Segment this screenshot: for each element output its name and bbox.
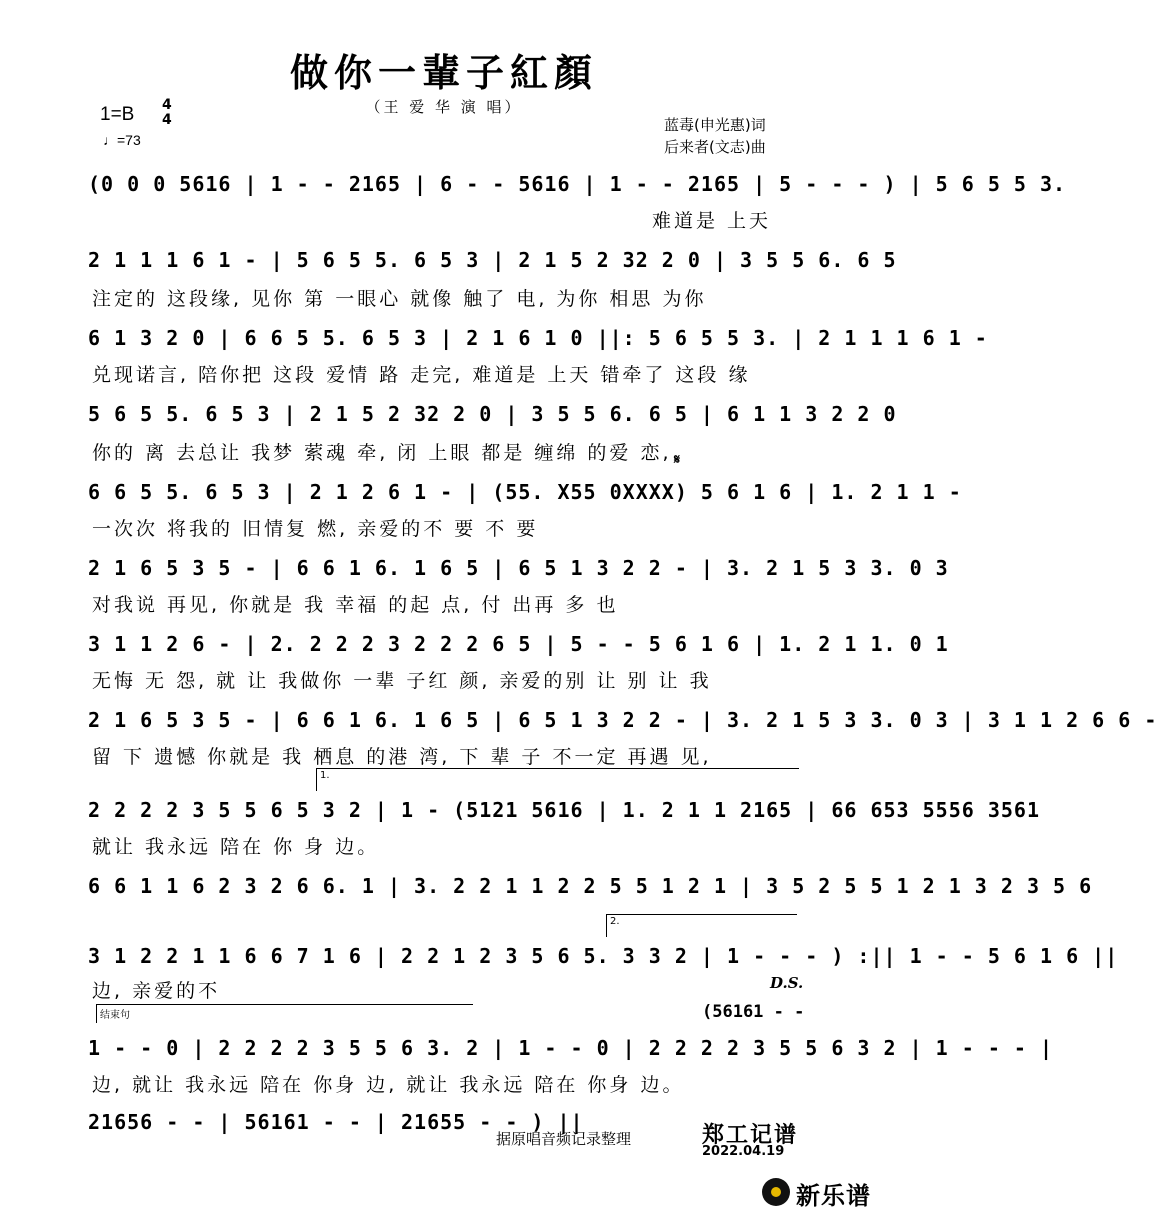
- notation-row-10: 6 6 1 1 6 2 3 2 6 6. 1 | 3. 2 2 1 1 2 2 5 5 1 2 1 | 3 5 2 5 5 1 2 1 3 2 3 5 6: [88, 874, 1093, 898]
- singer-credit: （王 爱 华 演 唱）: [365, 98, 523, 116]
- composer-credit: 后来者(文志)曲: [664, 138, 766, 156]
- ending-phrase-bracket: [96, 1004, 473, 1023]
- notation-row-11: 3 1 2 2 1 1 6 6 7 1 6 | 2 2 1 2 3 5 6 5. 3 3 2 | 1 - - - ) :|| 1 - - 5 6 1 6 ||: [88, 944, 1119, 968]
- lyric-row-9: 就让 我永远 陪在 你 身 边。: [92, 836, 380, 858]
- lyric-row-7: 无悔 无 怨, 就 让 我做你 一辈 子红 颜, 亲爱的别 让 别 让 我: [92, 670, 712, 692]
- key-signature: 1=B: [100, 104, 135, 125]
- lyric-row-8: 留 下 遗憾 你就是 我 栖息 的港 湾, 下 辈 子 不一定 再遇 见,: [92, 746, 712, 768]
- time-signature: [162, 98, 172, 128]
- lyric-row-3: 兑现诺言, 陪你把 这段 爱情 路 走完, 难道是 上天 错牵了 这段 缘: [92, 364, 751, 386]
- notation-row-13: 21656 - - | 56161 - - | 21655 - - ) ||: [88, 1110, 584, 1134]
- lyric-row-1: 难道是 上天: [652, 210, 772, 232]
- ending-phrase-label: 结束句: [100, 1010, 130, 1021]
- song-title: 做你一輩子紅顏: [289, 51, 598, 95]
- transcription-date: 2022.04.19: [702, 1144, 785, 1159]
- notation-row-3: 6 1 3 2 0 | 6 6 5 5. 6 5 3 | 2 1 6 1 0 ||: 5 6 5 5 3. | 2 1 1 1 6 1 -: [88, 326, 988, 350]
- second-ending-bracket: [606, 914, 797, 937]
- transcriber-signature: 郑工记谱: [702, 1123, 799, 1148]
- lyric-row-2: 注定的 这段缘, 见你 第 一眼心 就像 触了 电, 为你 相思 为你: [92, 288, 707, 310]
- lyricist-credit: 蓝毒(申光惠)词: [664, 116, 766, 134]
- segno-sign: 𝄋: [674, 452, 681, 468]
- notation-row-1: (0 0 0 5616 | 1 - - 2165 | 6 - - 5616 | 1 - - 2165 | 5 - - - ) | 5 6 5 5 3.: [88, 172, 1067, 196]
- time-signature-top: 4: [162, 97, 172, 113]
- lyric-row-4: 你的 离 去总让 我梦 萦魂 牵, 闭 上眼 都是 缠绵 的爱 恋,: [92, 442, 672, 464]
- notation-row-5: 6 6 5 5. 6 5 3 | 2 1 2 6 1 - | (55. X55 0XXXX) 5 6 1 6 | 1. 2 1 1 -: [88, 480, 962, 504]
- tempo-marking: ♩=73: [103, 132, 141, 148]
- lyric-row-12: 边, 就让 我永远 陪在 你身 边, 就让 我永远 陪在 你身 边。: [92, 1074, 685, 1096]
- first-ending-label: 1.: [320, 770, 330, 781]
- upper-voice-notes: (56161 - -: [702, 1002, 805, 1022]
- first-ending-bracket: [316, 768, 799, 791]
- second-ending-label: 2.: [610, 916, 620, 927]
- notation-row-8: 2 1 6 5 3 5 - | 6 6 1 6. 1 6 5 | 6 5 1 3 2 2 - | 3. 2 1 5 3 3. 0 3 | 3 1 1 2 6 6 -: [88, 708, 1157, 732]
- lyric-row-5: 一次次 将我的 旧情复 燃, 亲爱的不 要 不 要: [92, 518, 539, 540]
- notation-row-6: 2 1 6 5 3 5 - | 6 6 1 6. 1 6 5 | 6 5 1 3 2 2 - | 3. 2 1 5 3 3. 0 3: [88, 556, 949, 580]
- time-signature-bottom: 4: [162, 112, 172, 128]
- notation-row-12: 1 - - 0 | 2 2 2 2 3 5 5 6 3. 2 | 1 - - 0 | 2 2 2 2 3 5 5 6 3 2 | 1 - - - |: [88, 1036, 1054, 1060]
- source-note: 据原唱音频记录整理: [496, 1130, 632, 1148]
- notation-row-4: 5 6 5 5. 6 5 3 | 2 1 5 2 32 2 0 | 3 5 5 6. 6 5 | 6 1 1 3 2 2 0: [88, 402, 897, 426]
- lyric-row-11: 边, 亲爱的不: [92, 980, 221, 1002]
- dal-segno-marking: D.S.: [770, 974, 804, 992]
- lyric-row-6: 对我说 再见, 你就是 我 幸福 的起 点, 付 出再 多 也: [92, 594, 619, 616]
- notation-row-2: 2 1 1 1 6 1 - | 5 6 5 5. 6 5 3 | 2 1 5 2 32 2 0 | 3 5 5 6. 6 5: [88, 248, 897, 272]
- notation-row-7: 3 1 1 2 6 - | 2. 2 2 2 3 2 2 2 6 5 | 5 - - 5 6 1 6 | 1. 2 1 1. 0 1: [88, 632, 949, 656]
- record-disc-icon: [762, 1178, 790, 1206]
- notation-row-9: 2 2 2 2 3 5 5 6 5 3 2 | 1 - (5121 5616 | 1. 2 1 1 2165 | 66 653 5556 3561: [88, 798, 1040, 822]
- site-logo-text: 新乐谱: [796, 1182, 871, 1210]
